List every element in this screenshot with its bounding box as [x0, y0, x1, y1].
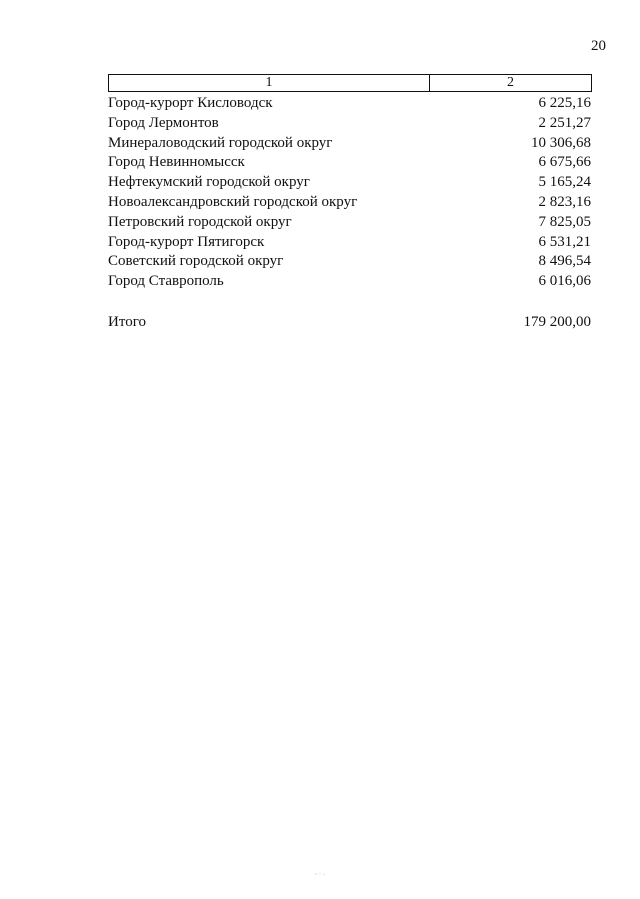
- row-value: 2 823,16: [538, 193, 591, 210]
- table-row: [108, 233, 592, 253]
- table-row: [108, 173, 592, 193]
- total-row: [108, 312, 592, 332]
- row-value: 5 165,24: [538, 174, 591, 191]
- table-row: [108, 94, 592, 114]
- table-row: [108, 134, 592, 154]
- row-value: 6 016,06: [538, 273, 591, 290]
- table-row: [108, 153, 592, 173]
- scan-artifact: [314, 872, 326, 876]
- row-name: Город Невинномысск: [108, 154, 245, 171]
- table-header: [108, 74, 592, 92]
- row-value: 6 675,66: [538, 154, 591, 171]
- table-row: [108, 272, 592, 292]
- row-value: 2 251,27: [538, 114, 591, 131]
- total-label: Итого: [108, 314, 146, 330]
- row-name: Нефтекумский городской округ: [108, 174, 310, 191]
- row-value: 7 825,05: [538, 213, 591, 230]
- table-row: [108, 114, 592, 134]
- table-row: [108, 252, 592, 272]
- table-body: [108, 94, 592, 292]
- row-name: Новоалександровский городской округ: [108, 193, 358, 210]
- row-name: Город Ставрополь: [108, 273, 224, 290]
- table-header-col1: 1: [109, 75, 430, 91]
- table-row: [108, 193, 592, 213]
- row-value: 10 306,68: [531, 134, 591, 151]
- table-row: [108, 213, 592, 233]
- table-header-col2: 2: [507, 75, 514, 90]
- row-value: 6 531,21: [538, 233, 591, 250]
- row-name: Петровский городской округ: [108, 213, 292, 230]
- row-name: Город Лермонтов: [108, 114, 219, 131]
- total-value: 179 200,00: [523, 314, 591, 330]
- row-name: Минераловодский городской округ: [108, 134, 333, 151]
- row-name: Советский городской округ: [108, 253, 284, 270]
- row-name: Город-курорт Кисловодск: [108, 95, 273, 111]
- row-value: 8 496,54: [538, 253, 591, 270]
- row-value: 6 225,16: [538, 95, 591, 111]
- row-name: Город-курорт Пятигорск: [108, 233, 265, 250]
- page-number: 20: [591, 38, 606, 54]
